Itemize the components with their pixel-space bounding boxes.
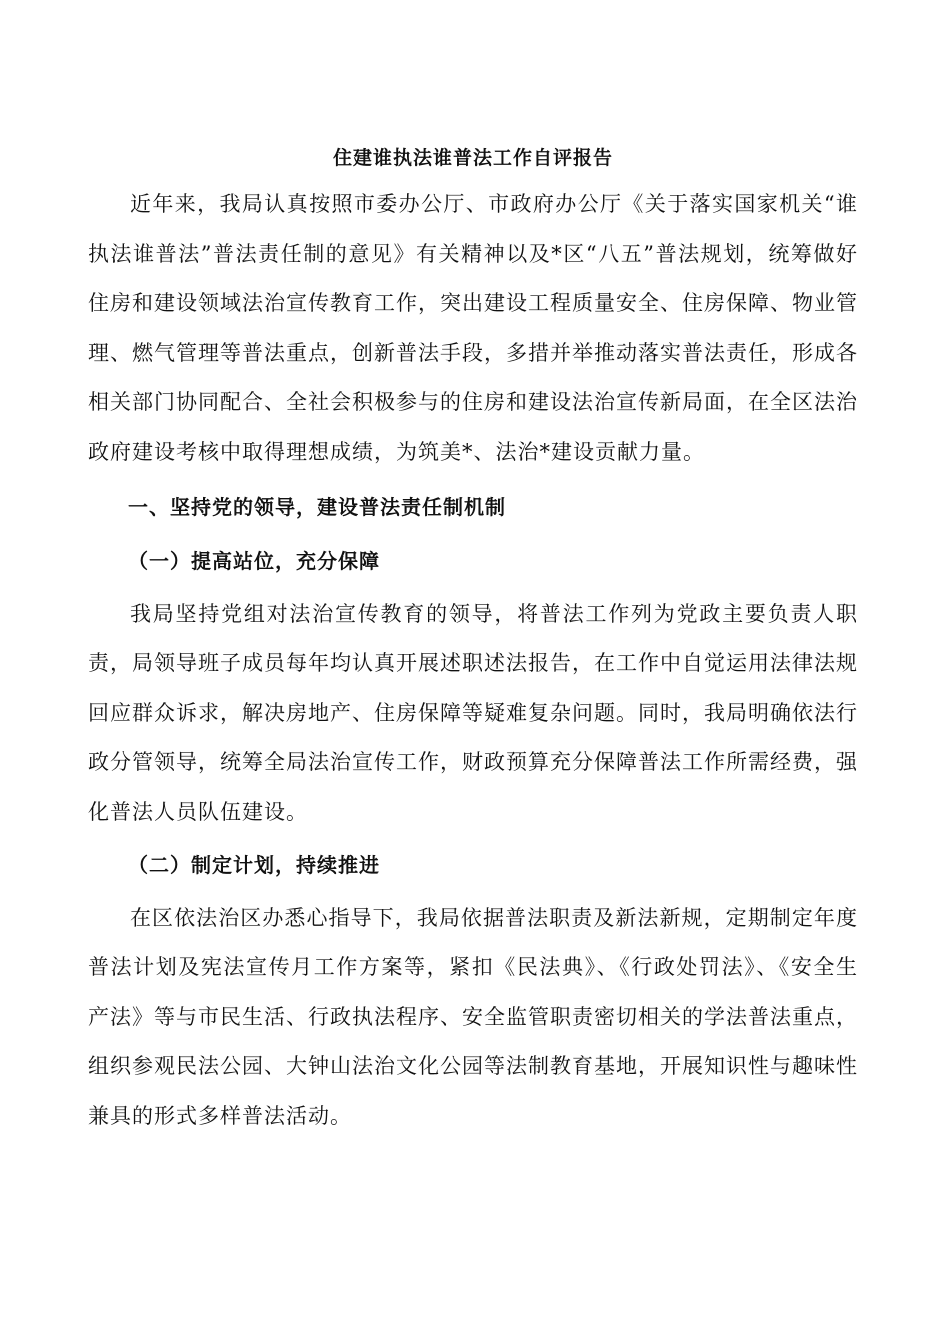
section-heading: 一、坚持党的领导，建设普法责任制机制 — [128, 494, 506, 519]
subsection-body-1: 我局坚持党组对法治宣传教育的领导，将普法工作列为党政主要负责人职责，局领导班子成员每年均认真开展述职述法报告，在工作中自觉运用法律法规回应群众诉求，解决房地产、住房保障等疑难复杂问题。同时，我局明确依法行政分管领导，统筹全局法治宣传工作，财政预算充分保障普法工作所需经费，强化普法人员队伍建设。 — [88, 601, 858, 824]
subsection-heading-2: （二）制定计划，持续推进 — [128, 852, 380, 877]
subsection-heading-1: （一）提高站位，充分保障 — [128, 548, 380, 573]
subsection-body-2: 在区依法治区办悉心指导下，我局依据普法职责及新法新规，定期制定年度普法计划及宪法宣传月工作方案等，紧扣《民法典》、《行政处罚法》、《安全生产法》等与市民生活、行政执法程序、安全监管职责密切相关的学法普法重点，组织参观民法公园、大钟山法治文化公园等法制教育基地，开展知识性与趣味性兼具的形式多样普法活动。 — [88, 905, 858, 1128]
document-page — [88, 138, 858, 1142]
document-title: 住建谁执法谁普法工作自评报告 — [332, 147, 613, 169]
intro-paragraph: 近年来，我局认真按照市委办公厅、市政府办公厅《关于落实国家机关“谁执法谁普法”普法责任制的意见》有关精神以及*区“八五”普法规划，统筹做好住房和建设领域法治宣传教育工作，突出建设工程质量安全、住房保障、物业管理、燃气管理等普法重点，创新普法手段，多措并举推动落实普法责任，形成各相关部门协同配合、全社会积极参与的住房和建设法治宣传新局面，在全区法治政府建设考核中取得理想成绩，为筑美*、法治*建设贡献力量。 — [88, 192, 858, 464]
